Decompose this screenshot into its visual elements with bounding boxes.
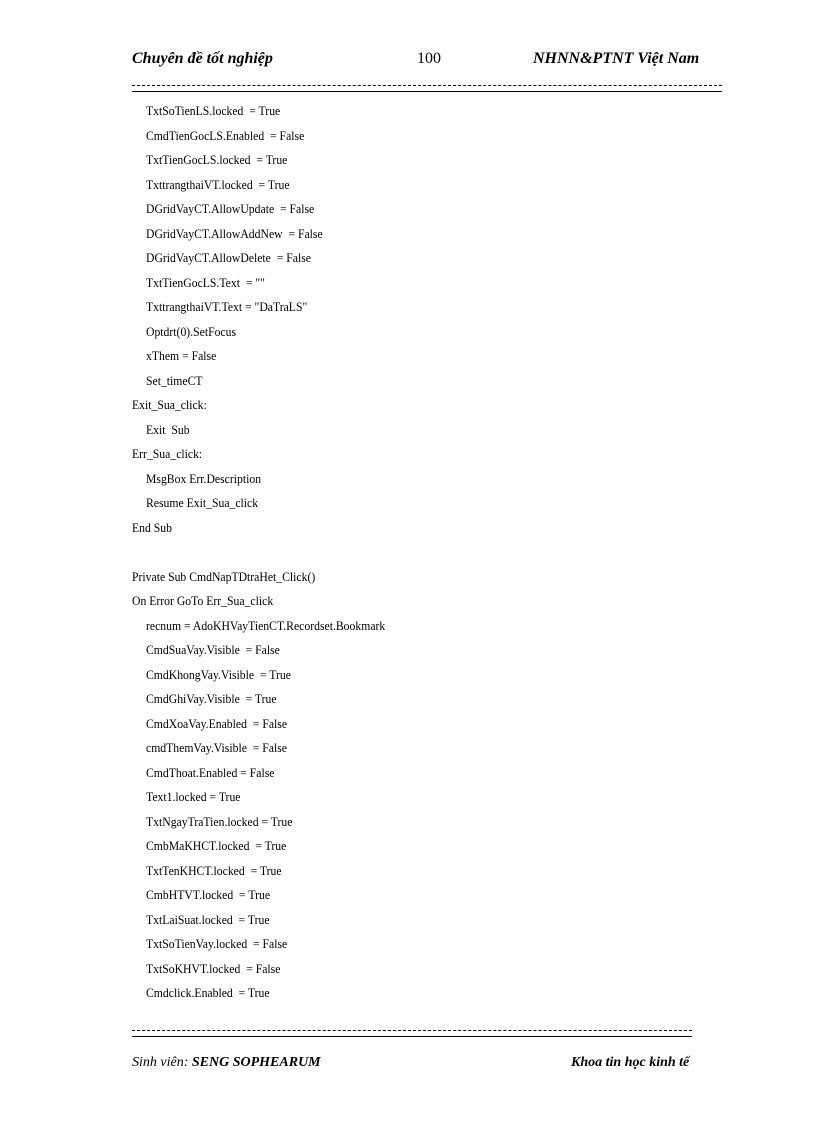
code-line: TxtLaiSuat.locked = True	[146, 911, 270, 927]
code-line: CmdTienGocLS.Enabled = False	[146, 127, 305, 143]
footer-divider-dashed	[132, 1030, 692, 1031]
code-line: MsgBox Err.Description	[146, 470, 262, 486]
code-line: Cmdclick.Enabled = True	[146, 985, 270, 1000]
code-line: TxttrangthaiVT.locked = True	[146, 176, 290, 192]
code-line: xThem = False	[146, 348, 217, 363]
code-line: TxtSoTienLS.locked = True	[146, 103, 281, 118]
code-line: cmdThemVay.Visible = False	[146, 740, 287, 755]
code-line: Exit Sub	[146, 421, 190, 437]
code-line: DGridVayCT.AllowAddNew = False	[146, 225, 323, 241]
code-line: TxtTenKHCT.locked = True	[146, 862, 282, 878]
footer-student	[132, 1055, 321, 1071]
footer-student-name: SENG SOPHEARUM	[191, 1055, 321, 1070]
code-line: Set_timeCT	[146, 372, 203, 388]
code-line: CmbMaKHCT.locked = True	[146, 838, 287, 853]
code-line: Optdrt(0).SetFocus	[146, 323, 237, 339]
header-title: Chuyên đề tốt nghiệp	[132, 50, 273, 67]
code-line: recnum = AdoKHVayTienCT.Recordset.Bookmark	[146, 617, 386, 633]
code-line: TxtSoKHVT.locked = False	[146, 960, 281, 976]
header-divider-dashed	[132, 85, 722, 86]
code-line: TxtTienGocLS.Text = ""	[146, 274, 265, 290]
code-line: CmdXoaVay.Enabled = False	[146, 715, 288, 731]
code-line: CmdGhiVay.Visible = True	[146, 691, 277, 706]
code-line: Private Sub CmdNapTDtraHet_Click()	[132, 568, 316, 584]
code-line: CmdThoat.Enabled = False	[146, 764, 275, 780]
header-org: NHNN&PTNT Việt Nam	[533, 50, 700, 67]
code-line: DGridVayCT.AllowUpdate = False	[146, 201, 315, 216]
code-line: Err_Sua_click:	[132, 446, 203, 461]
code-line: On Error GoTo Err_Sua_click	[132, 593, 274, 608]
code-line: CmdKhongVay.Visible = True	[146, 666, 291, 682]
code-line: TxttrangthaiVT.Text = "DaTraLS"	[146, 299, 308, 314]
footer-student-label: Sinh viên:	[132, 1055, 192, 1070]
code-line: End Sub	[132, 519, 172, 535]
code-line: TxtSoTienVay.locked = False	[146, 936, 288, 951]
code-line: Resume Exit_Sua_click	[146, 495, 259, 510]
footer-divider-solid	[132, 1036, 692, 1037]
code-line: Exit_Sua_click:	[132, 397, 207, 412]
code-line: TxtNgayTraTien.locked = True	[146, 813, 293, 829]
code-line: CmbHTVT.locked = True	[146, 887, 271, 902]
code-line: TxtTienGocLS.locked = True	[146, 152, 288, 167]
header-divider-solid	[132, 91, 722, 92]
code-line: Text1.locked = True	[146, 789, 241, 804]
code-line: CmdSuaVay.Visible = False	[146, 642, 280, 657]
page-number: 100	[417, 50, 441, 67]
code-line: DGridVayCT.AllowDelete = False	[146, 250, 311, 265]
footer-faculty: Khoa tin học kinh tế	[571, 1055, 690, 1070]
